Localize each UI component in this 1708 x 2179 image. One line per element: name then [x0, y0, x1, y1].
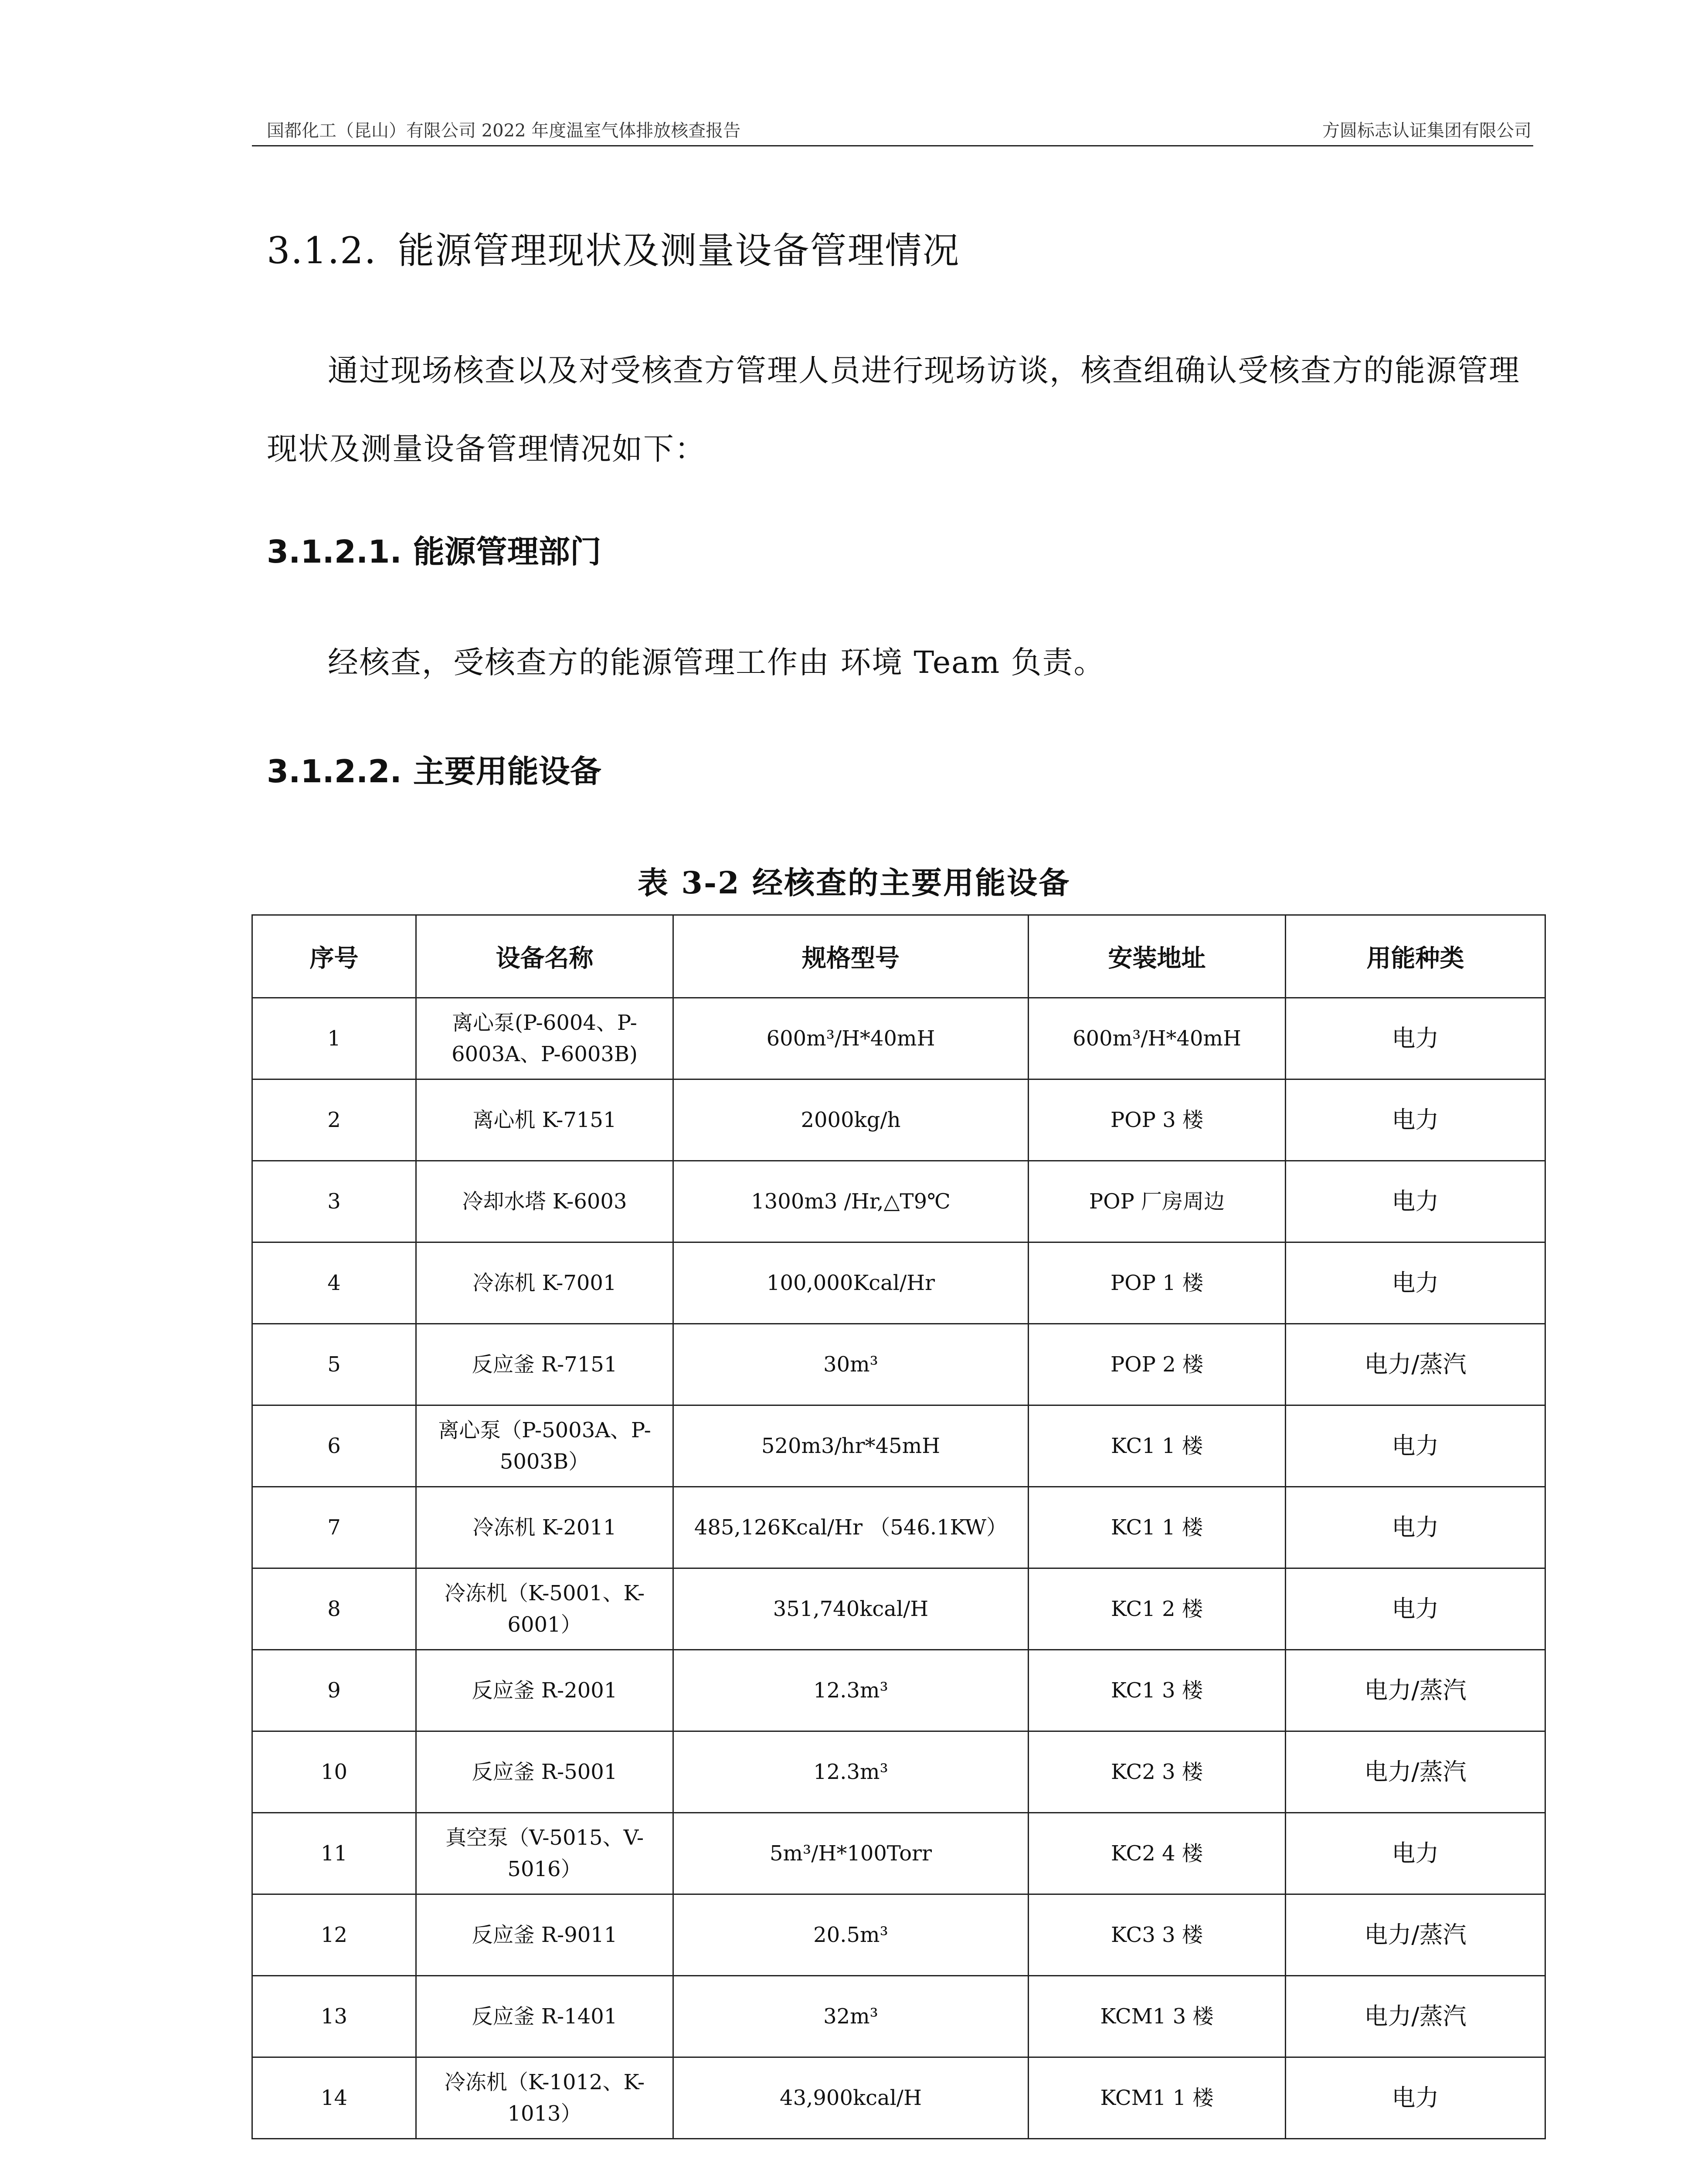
cell-spec: 2000kg/h [673, 1079, 1029, 1161]
cell-no: 12 [252, 1894, 416, 1976]
cell-no: 4 [252, 1242, 416, 1324]
cell-no: 7 [252, 1487, 416, 1568]
cell-energy: 电力 [1286, 1242, 1545, 1324]
cell-location: KCM1 3 楼 [1029, 1976, 1286, 2057]
cell-location: KC1 2 楼 [1029, 1568, 1286, 1650]
cell-energy: 电力/蒸汽 [1286, 1731, 1545, 1813]
cell-name: 真空泵（V-5015、V-5016） [416, 1813, 673, 1894]
subsection-heading-main-equipment [267, 746, 601, 791]
header-divider [252, 145, 1533, 146]
column-header-location: 安装地址 [1029, 915, 1286, 998]
cell-spec: 12.3m³ [673, 1650, 1029, 1731]
cell-no: 11 [252, 1813, 416, 1894]
cell-location: POP 3 楼 [1029, 1079, 1286, 1161]
cell-no: 1 [252, 998, 416, 1079]
cell-spec: 20.5m³ [673, 1894, 1029, 1976]
cell-location: POP 2 楼 [1029, 1324, 1286, 1405]
cell-name: 冷冻机 K-2011 [416, 1487, 673, 1568]
cell-energy: 电力 [1286, 1568, 1545, 1650]
table-row [252, 1650, 1545, 1731]
table-row [252, 1487, 1545, 1568]
cell-no: 9 [252, 1650, 416, 1731]
table-row [252, 1568, 1545, 1650]
cell-energy: 电力 [1286, 2057, 1545, 2139]
cell-name: 冷却水塔 K-6003 [416, 1161, 673, 1242]
cell-location: POP 1 楼 [1029, 1242, 1286, 1324]
cell-no: 3 [252, 1161, 416, 1242]
cell-name: 离心机 K-7151 [416, 1079, 673, 1161]
cell-location: POP 厂房周边 [1029, 1161, 1286, 1242]
cell-no: 13 [252, 1976, 416, 2057]
cell-name: 离心泵(P-6004、P-6003A、P-6003B) [416, 998, 673, 1079]
cell-no: 5 [252, 1324, 416, 1405]
cell-name: 反应釜 R-5001 [416, 1731, 673, 1813]
table-row [252, 1405, 1545, 1487]
header-organization: 方圆标志认证集团有限公司 [1322, 121, 1531, 141]
cell-energy: 电力 [1286, 1079, 1545, 1161]
cell-energy: 电力/蒸汽 [1286, 1650, 1545, 1731]
header-report-title: 国都化工（昆山）有限公司 2022 年度温室气体排放核查报告 [267, 121, 741, 141]
cell-location: KCM1 1 楼 [1029, 2057, 1286, 2139]
table-row [252, 1731, 1545, 1813]
cell-name: 离心泵（P-5003A、P-5003B） [416, 1405, 673, 1487]
cell-name: 反应釜 R-2001 [416, 1650, 673, 1731]
section-heading [267, 221, 960, 274]
cell-spec: 1300m3 /Hr,△T9℃ [673, 1161, 1029, 1242]
cell-location: KC1 1 楼 [1029, 1405, 1286, 1487]
cell-no: 14 [252, 2057, 416, 2139]
table-row [252, 1079, 1545, 1161]
cell-no: 8 [252, 1568, 416, 1650]
cell-location: 600m³/H*40mH [1029, 998, 1286, 1079]
subsection-title: 能源管理部门 [413, 533, 601, 570]
cell-energy: 电力/蒸汽 [1286, 1324, 1545, 1405]
table-header-row [252, 915, 1545, 998]
table-row [252, 1242, 1545, 1324]
cell-energy: 电力/蒸汽 [1286, 1894, 1545, 1976]
cell-energy: 电力 [1286, 1487, 1545, 1568]
energy-department-paragraph: 经核查，受核查方的能源管理工作由 环境 Team 负责。 [328, 645, 1105, 680]
cell-name: 反应釜 R-7151 [416, 1324, 673, 1405]
cell-energy: 电力 [1286, 998, 1545, 1079]
subsection-heading-energy-department [267, 526, 601, 572]
cell-name: 冷冻机 K-7001 [416, 1242, 673, 1324]
column-header-energy: 用能种类 [1286, 915, 1545, 998]
table-row [252, 998, 1545, 1079]
cell-spec: 43,900kcal/H [673, 2057, 1029, 2139]
table-row [252, 1976, 1545, 2057]
cell-location: KC1 1 楼 [1029, 1487, 1286, 1568]
cell-spec: 30m³ [673, 1324, 1029, 1405]
cell-name: 反应釜 R-1401 [416, 1976, 673, 2057]
cell-location: KC2 3 楼 [1029, 1731, 1286, 1813]
cell-energy: 电力 [1286, 1813, 1545, 1894]
cell-spec: 32m³ [673, 1976, 1029, 2057]
cell-name: 反应釜 R-9011 [416, 1894, 673, 1976]
table-row [252, 2057, 1545, 2139]
cell-no: 6 [252, 1405, 416, 1487]
table-row [252, 1894, 1545, 1976]
intro-paragraph: 通过现场核查以及对受核查方管理人员进行现场访谈，核查组确认受核查方的能源管理现状及测量设备管理情况如下： [267, 353, 1520, 467]
cell-no: 2 [252, 1079, 416, 1161]
column-header-no: 序号 [252, 915, 416, 998]
table-row [252, 1324, 1545, 1405]
subsection-number: 3.1.2.1. [267, 533, 402, 570]
cell-location: KC3 3 楼 [1029, 1894, 1286, 1976]
cell-spec: 5m³/H*100Torr [673, 1813, 1029, 1894]
table-row [252, 1161, 1545, 1242]
cell-spec: 351,740kcal/H [673, 1568, 1029, 1650]
cell-spec: 100,000Kcal/Hr [673, 1242, 1029, 1324]
cell-spec: 12.3m³ [673, 1731, 1029, 1813]
equipment-table [251, 914, 1546, 2139]
cell-location: KC1 3 楼 [1029, 1650, 1286, 1731]
cell-spec: 485,126Kcal/Hr （546.1KW） [673, 1487, 1029, 1568]
column-header-spec: 规格型号 [673, 915, 1029, 998]
section-title: 能源管理现状及测量设备管理情况 [397, 229, 960, 272]
column-header-name: 设备名称 [416, 915, 673, 998]
cell-energy: 电力 [1286, 1161, 1545, 1242]
table-row [252, 1813, 1545, 1894]
cell-energy: 电力/蒸汽 [1286, 1976, 1545, 2057]
subsection-title: 主要用能设备 [413, 753, 601, 790]
cell-energy: 电力 [1286, 1405, 1545, 1487]
subsection-number: 3.1.2.2. [267, 753, 402, 790]
cell-spec: 600m³/H*40mH [673, 998, 1029, 1079]
cell-name: 冷冻机（K-1012、K-1013） [416, 2057, 673, 2139]
table-caption: 表 3-2 经核查的主要用能设备 [637, 865, 1071, 901]
cell-spec: 520m3/hr*45mH [673, 1405, 1029, 1487]
section-number: 3.1.2. [267, 229, 377, 272]
cell-no: 10 [252, 1731, 416, 1813]
cell-name: 冷冻机（K-5001、K-6001） [416, 1568, 673, 1650]
cell-location: KC2 4 楼 [1029, 1813, 1286, 1894]
